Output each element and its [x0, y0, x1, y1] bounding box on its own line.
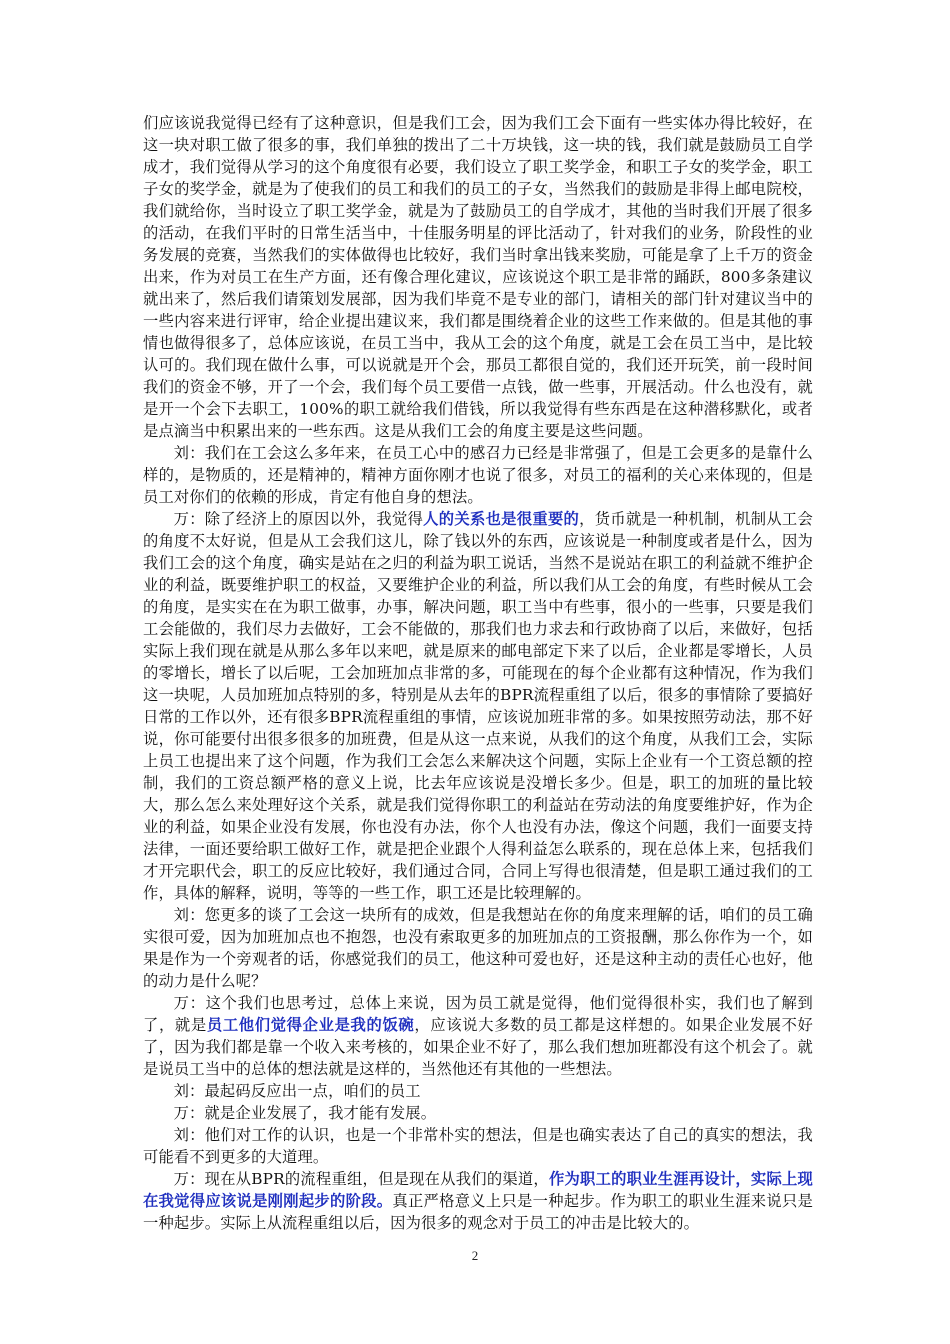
highlighted-text: 作为职工的职业生涯再设计，实际上现在我觉得应该说是刚刚起步的阶段。	[143, 1170, 813, 1210]
paragraph-text: 万：现在从BPR的流程重组，但是现在从我们的渠道，	[173, 1170, 549, 1188]
document-body	[143, 112, 813, 1234]
paragraph-text: 真正严格意义上只是一种起步。作为职工的职业生涯来说只是一种起步。实际上从流程重组以后，因为很多的观念对于员工的冲击是比较大的。	[143, 1192, 813, 1232]
highlighted-text: 员工他们觉得企业是我的饭碗	[206, 1016, 415, 1034]
paragraph	[143, 992, 813, 1080]
paragraph	[143, 1124, 813, 1168]
paragraph-text: 万：就是企业发展了，我才能有发展。	[173, 1104, 437, 1122]
paragraph	[143, 112, 813, 442]
paragraph-text: 们应该说我觉得已经有了这种意识，但是我们工会，因为我们工会下面有一些实体办得比较好，在这一块对职工做了很多的事，我们单独的拨出了二十万块钱，这一块的钱，我们就是鼓励员工自学成才，我们觉得从学习的这个角度很有必要，我们设立了职工奖学金，和职工子女的奖学金，职工子女的奖学金，就是为了使我们的员工和我们的员工的子女，当然我们的鼓励是非得上邮电院校，我们就给你，当时设立了职工奖学金，就是为了鼓励员工的自学成才，其他的当时我们开展了很多的活动，在我们平时的日常生活当中，十佳服务明星的评比活动了，针对我们的业务，阶段性的业务发展的竞赛，当然我们的实体做得也比较好，我们当时拿出钱来奖励，可能是拿了上千万的资金出来，作为对员工在生产方面，还有像合理化建议，应该说这个职工是非常的踊跃，800多条建议就出来了，然后我们请策划发展部，因为我们毕竟不是专业的部门，请相关的部门针对建议当中的一些内容来进行评审，给企业提出建议来，我们都是围绕着企业的这些工作来做的。但是其他的事情也做得很多了，总体应该说，在员工当中，我从工会的这个角度，就是工会在员工当中，是比较认可的。我们现在做什么事，可以说就是开个会，那员工都很自觉的，我们还开玩笑，前一段时间我们的资金不够，开了一个会，我们每个员工要借一点钱，做一些事，开展活动。什么也没有，就是开一个会下去职工，100%的职工就给我们借钱，所以我觉得有些东西是在这种潜移默化，或者是点滴当中积累出来的一些东西。这是从我们工会的角度主要是这些问题。	[143, 114, 813, 440]
paragraph	[143, 1168, 813, 1234]
paragraph	[143, 508, 813, 904]
paragraph-text: ，货币就是一种机制，机制从工会的角度不太好说，但是从工会我们这儿，除了钱以外的东西，应该说是一种制度或者是什么，因为我们工会的这个角度，确实是站在之归的利益为职工说话，当然不是说站在职工的利益就不维护企业的利益，既要维护职工的权益，又要维护企业的利益，所以我们从工会的角度，有些时候从工会的角度，是实实在在为职工做事，办事，解决问题，职工当中有些事，很小的一些事，只要是我们工会能做的，我们尽力去做好，工会不能做的，那我们也力求去和行政协商了以后，来做好，包括实际上我们现在就是从那么多年以来吧，就是原来的邮电部定下来了以后，企业都是零增长，人员的零增长，增长了以后呢，工会加班加点非常的多，可能现在的每个企业都有这种情况，作为我们这一块呢，人员加班加点特别的多，特别是从去年的BPR流程重组了以后，很多的事情除了要搞好日常的工作以外，还有很多BPR流程重组的事情，应该说加班非常的多。如果按照劳动法，那不好说，你可能要付出很多很多的加班费，但是从这一点来说，从我们的这个角度，从我们工会，实际上员工也提出来了这个问题，作为我们工会怎么来解决这个问题，实际上企业有一个工资总额的控制，我们的工资总额严格的意义上说，比去年应该说是没增长多少。但是，职工的加班的量比较大，那么怎么来处理好这个关系，就是我们觉得你职工的利益站在劳动法的角度要维护好，作为企业的利益，如果企业没有发展，你也没有办法，你个人也没有办法，像这个问题，我们一面要支持法律，一面还要给职工做好工作，就是把企业跟个人得利益怎么联系的，现在总体上来，包括我们才开完职代会，职工的反应比较好，我们通过合同，合同上写得也很清楚，但是职工通过我们的工作，具体的解释，说明，等等的一些工作，职工还是比较理解的。	[143, 510, 813, 902]
paragraph-text: 刘：我们在工会这么多年来，在员工心中的感召力已经是非常强了，但是工会更多的是靠什么样的，是物质的，还是精神的，精神方面你刚才也说了很多，对员工的福利的关心来体现的，但是员工对你们的依赖的形成，肯定有他自身的想法。	[143, 444, 813, 506]
paragraph-text: 刘：最起码反应出一点，咱们的员工	[173, 1082, 421, 1100]
paragraph	[143, 442, 813, 508]
highlighted-text: 人的关系也是很重要的	[423, 510, 580, 528]
paragraph	[143, 904, 813, 992]
paragraph-text: 刘：他们对工作的认识，也是一个非常朴实的想法，但是也确实表达了自己的真实的想法，我可能看不到更多的大道理。	[143, 1126, 813, 1166]
paragraph	[143, 1080, 813, 1102]
paragraph	[143, 1102, 813, 1124]
paragraph-text: 万：这个我们也思考过，总体上来说，因为员工就是觉得，他们觉得很朴实，我们也了解到了，就是	[143, 994, 813, 1034]
paragraph-text: ，应该说大多数的员工都是这样想的。如果企业发展不好了，因为我们都是靠一个收入来考核的，如果企业不好了，那么我们想加班都没有这个机会了。就是说员工当中的总体的想法就是这样的，当然他还有其他的一些想法。	[143, 1016, 813, 1078]
paragraph-text: 万：除了经济上的原因以外，我觉得	[173, 510, 424, 528]
paragraph-text: 刘：您更多的谈了工会这一块所有的成效，但是我想站在你的角度来理解的话，咱们的员工确实很可爱，因为加班加点也不抱怨，也没有索取更多的加班加点的工资报酬，那么你作为一个，如果是作为一个旁观者的话，你感觉我们的员工，他这种可爱也好，还是这种主动的责任心也好，他的动力是什么呢？	[143, 906, 813, 990]
page-number: 2	[471, 1248, 479, 1263]
